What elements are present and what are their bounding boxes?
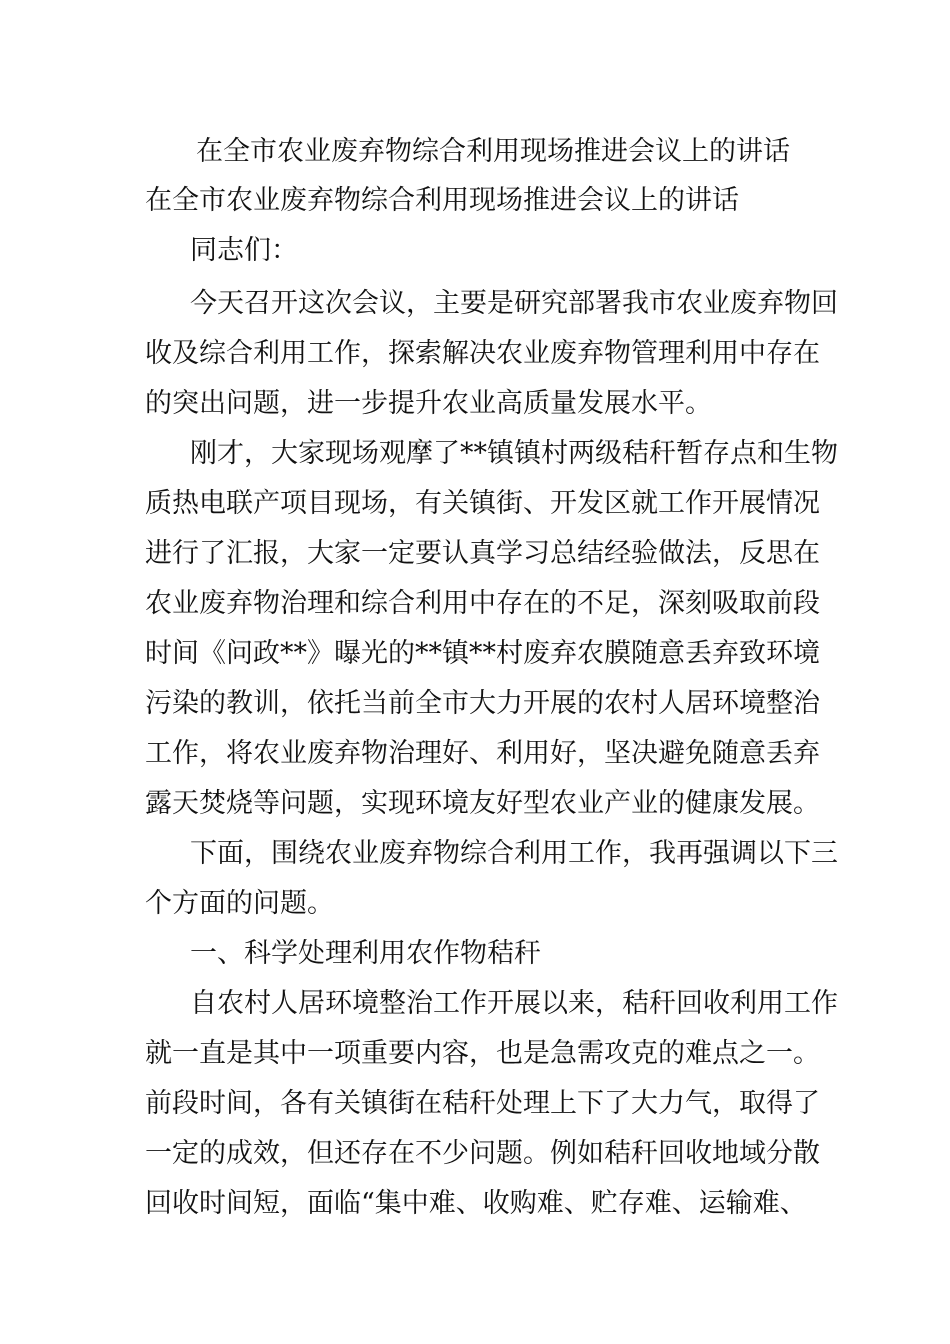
body-line: 进行了汇报，大家一定要认真学习总结经验做法，反思在 bbox=[145, 538, 820, 569]
body-line: 污染的教训，依托当前全市大力开展的农村人居环境整治 bbox=[145, 688, 820, 719]
body-line: 下面，围绕农业废弃物综合利用工作，我再强调以下三 bbox=[190, 838, 838, 869]
body-line: 前段时间，各有关镇街在秸秆处理上下了大力气，取得了 bbox=[145, 1088, 820, 1119]
body-line: 收及综合利用工作，探索解决农业废弃物管理利用中存在 bbox=[145, 338, 820, 369]
body-line: 露天焚烧等问题，实现环境友好型农业产业的健康发展。 bbox=[145, 788, 820, 819]
body-line: 自农村人居环境整治工作开展以来，秸秆回收利用工作 bbox=[190, 988, 838, 1019]
body-line: 质热电联产项目现场，有关镇街、开发区就工作开展情况 bbox=[145, 488, 820, 519]
body-line: 农业废弃物治理和综合利用中存在的不足，深刻吸取前段 bbox=[145, 588, 820, 619]
body-line: 今天召开这次会议，主要是研究部署我市农业废弃物回 bbox=[190, 288, 838, 319]
document-subtitle: 在全市农业废弃物综合利用现场推进会议上的讲话 bbox=[145, 185, 739, 216]
greeting: 同志们： bbox=[190, 235, 298, 266]
body-line: 就一直是其中一项重要内容，也是急需攻克的难点之一。 bbox=[145, 1038, 820, 1069]
body-line: 工作，将农业废弃物治理好、利用好，坚决避免随意丢弃 bbox=[145, 738, 820, 769]
body-line: 一定的成效，但还存在不少问题。例如秸秆回收地域分散 bbox=[145, 1138, 820, 1169]
document-title: 在全市农业废弃物综合利用现场推进会议上的讲话 bbox=[196, 136, 790, 167]
body-line: 个方面的问题。 bbox=[145, 888, 334, 919]
body-line: 的突出问题，进一步提升农业高质量发展水平。 bbox=[145, 388, 712, 419]
body-line: 时间《问政**》曝光的**镇**村废弃农膜随意丢弃致环境 bbox=[145, 638, 820, 669]
body-line: 回收时间短，面临“集中难、收购难、贮存难、运输难、 bbox=[145, 1188, 807, 1219]
body-line: 刚才，大家现场观摩了**镇镇村两级秸秆暂存点和生物 bbox=[190, 438, 838, 469]
section-heading: 一、科学处理利用农作物秸秆 bbox=[190, 938, 541, 969]
